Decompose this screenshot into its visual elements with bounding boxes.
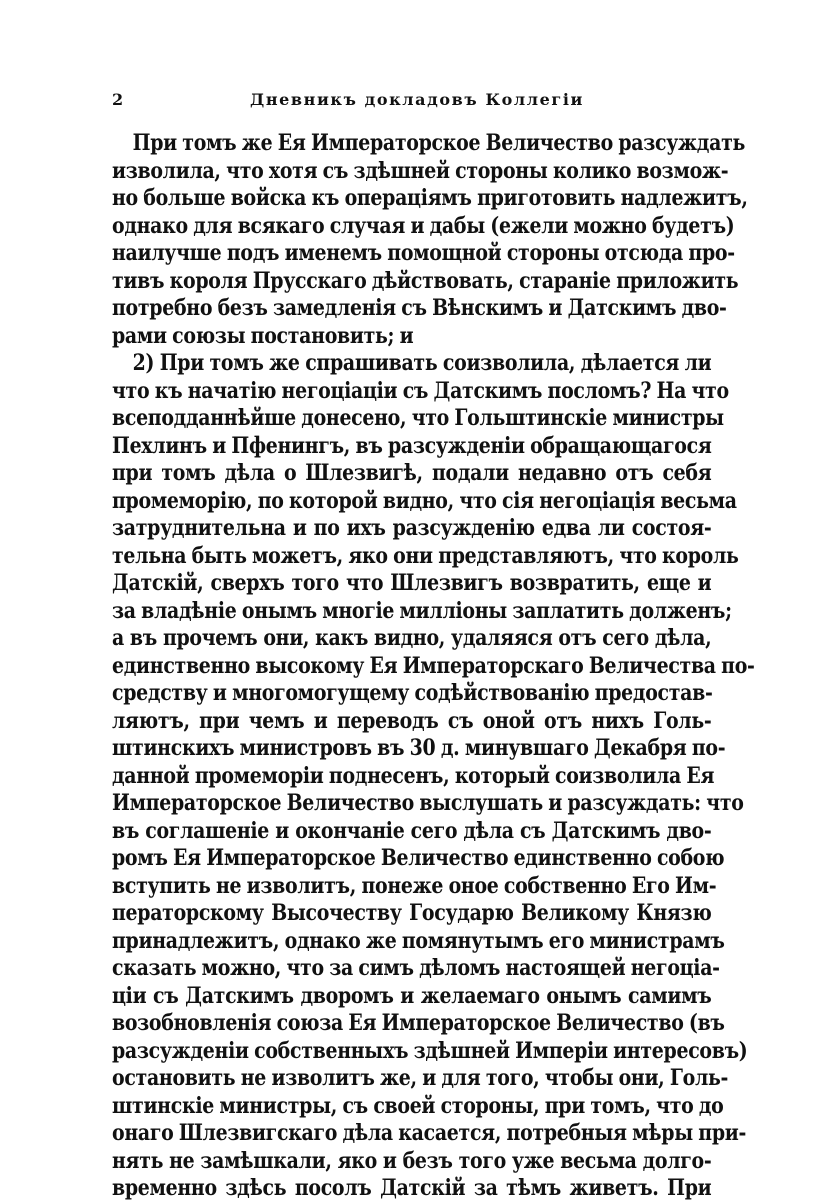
text-line: затруднительна и по ихъ разсужденію едва ли состоя- [112,515,712,541]
text-line: за владѣніе онымъ многіе милліоны заплатить долженъ; [112,597,732,624]
text-line: единственно высокому Ея Императорскаго Величества по- [112,652,755,679]
text-line: наилучше подъ именемъ помощной стороны отсюда про- [112,240,735,266]
text-line: изволила, что хотя съ здѣшней стороны колико возмож- [112,157,729,184]
text-line: принадлежитъ, однако же помянутымъ его министрамъ [112,927,725,954]
text-line: ператорскому Высочеству Государю Великому Князю [112,900,712,926]
text-line: рами союзы постановить; и [112,322,414,349]
text-line: ляютъ, при чемъ и переводъ съ оной отъ нихъ Голь- [112,707,712,734]
text-line: всеподданнѣйше донесено, что Гольштинскіе министры [112,405,724,431]
text-line: возобновленія союза Ея Императорское Величество (въ [112,1010,725,1036]
text-line: а въ прочемъ они, какъ видно, удаляяся отъ сего дѣла, [112,625,712,651]
text-line: Датскій, сверхъ того что Шлезвигъ возвратить, еще и [112,570,712,596]
text-line: ромъ Ея Императорское Величество единственно собою [112,845,725,871]
text-line: Пехлинъ и Пфенингъ, въ разсужденіи обращающагося [112,432,712,459]
text-line: Императорское Величество выслушать и разсуждать: что [112,790,744,816]
text-line: остановить не изволитъ же, и для того, чтобы они, Голь- [112,1065,729,1091]
text-line: штинскихъ министровъ въ 30 д. минувшаго Декабря по- [112,735,726,761]
text-line: промеморію, по которой видно, что сія негоціація весьма [112,487,737,514]
page-number: 2 [112,90,124,109]
text-line: онаго Шлезвигскаго дѣла касается, потребныя мѣры при- [112,1120,747,1146]
running-title: Дневникъ докладовъ Коллегіи [250,90,584,109]
text-line: 2) При томъ же спрашивать соизволила, дѣлается ли [132,350,712,376]
body-text [112,130,755,1203]
text-line: штинскіе министры, съ своей стороны, при томъ, что до [112,1092,724,1119]
text-line: При томъ же Ея Императорское Величество разсуждать [132,130,746,156]
text-line: однако для всякаго случая и дабы (ежели можно будетъ) [112,212,735,239]
text-line: ціи съ Датскимъ дворомъ и желаемаго онымъ самимъ [112,982,712,1009]
text-line: сказать можно, что за симъ дѣломъ настоящей негоціа- [112,955,720,981]
text-line: въ соглашеніе и окончаніе сего дѣла съ Датскимъ дво- [112,817,712,844]
text-line: вступить не изволитъ, понеже оное собственно Его Им- [112,872,717,899]
text-line: разсужденіи собственныхъ здѣшней Имперіи интересовъ) [112,1037,748,1064]
running-head [112,90,712,114]
text-line: нять не замѣшкали, яко и безъ того уже весьма долго- [112,1147,712,1174]
text-line: потребно безъ замедленія съ Вѣнскимъ и Датскимъ дво- [112,295,727,321]
text-line: данной промеморіи поднесенъ, который соизволила Ея [112,762,715,789]
text-line: средству и многомогущему содѣйствованію предостав- [112,680,713,706]
text-line: тельна быть можетъ, яко они представляютъ, что король [112,542,739,569]
text-line: но больше войска къ операціямъ приготовить надлежитъ, [112,185,748,211]
text-line: что къ начатію негоціаціи съ Датскимъ посломъ? На что [112,377,729,404]
text-line: временно здѣсь посолъ Датскій за тѣмъ живетъ. При [112,1175,712,1201]
text-line: при томъ дѣла о Шлезвигѣ, подали недавно отъ себя [112,460,712,486]
text-line: тивъ короля Прусскаго дѣйствовать, стараніе приложить [112,267,739,294]
